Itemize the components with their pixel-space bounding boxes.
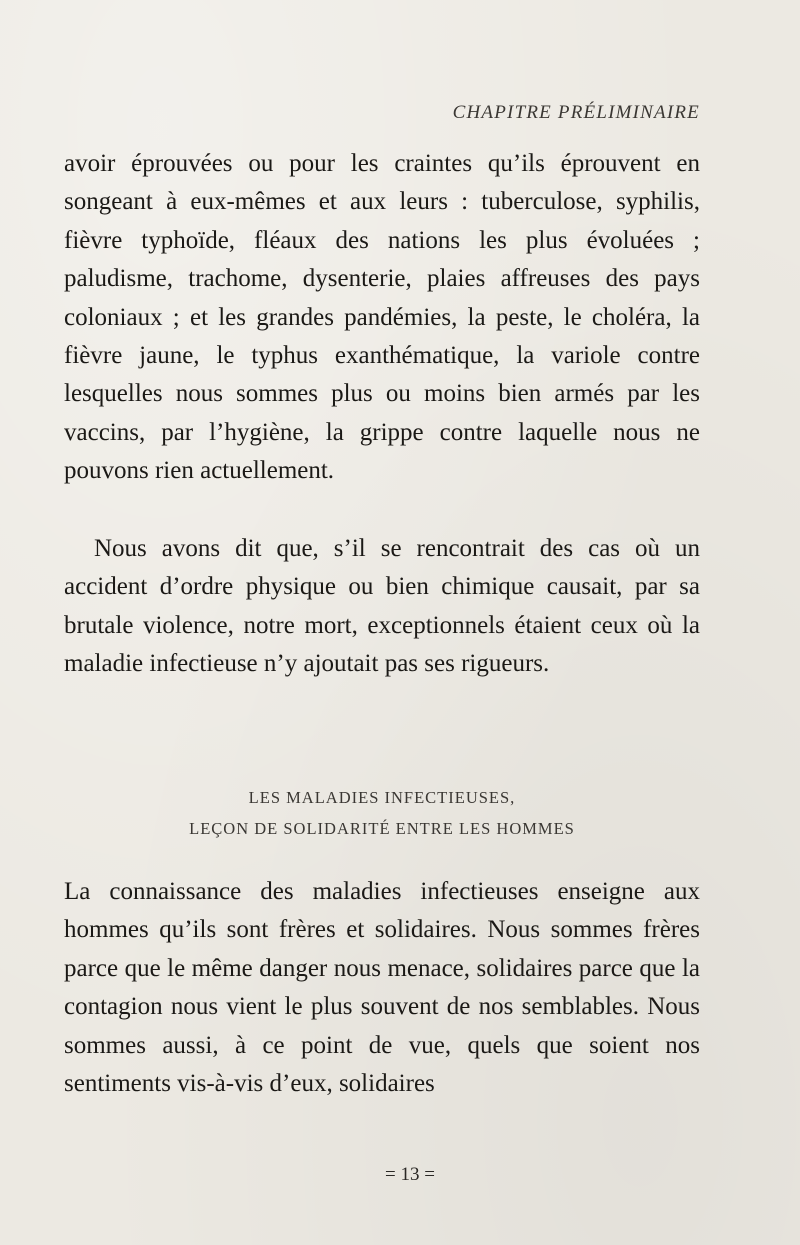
section-heading-line-2: LEÇON DE SOLIDARITÉ ENTRE LES HOMMES [189,819,575,838]
page-number: = 13 = [385,1164,435,1185]
running-head: CHAPITRE PRÉLIMINAIRE [452,102,700,123]
section-heading-line-1: LES MALADIES INFECTIEUSES, [248,788,516,807]
section-heading [64,782,700,844]
paragraph-solidarity: La connaissance des maladies infectieuses enseigne aux hommes qu’ils sont frères et solidaires. Nous sommes frères parce que le même danger nous menace, solidaires parce que la contagion nous vient le plus souvent de nos semblables. Nous sommes aussi, à ce point de vue, quels que soient nos sentiments vis-à-vis d’eux, solidaires [64,878,700,1098]
paragraph-continuation: avoir éprouvées ou pour les craintes qu’ils éprouvent en songeant à eux-mêmes et aux leurs : tuberculose, syphilis, fièvre typhoïde, fléaux des nations les plus évoluées ; paludisme, trachome, dysenterie, plaies affreuses des pays coloniaux ; et les grandes pandémies, la peste, le choléra, la fièvre jaune, le typhus exanthématique, la variole contre lesquelles nous sommes plus ou moins bien armés par les vaccins, par l’hygiène, la grippe contre laquelle nous ne pouvons rien actuellement. [64,150,700,485]
paragraph-accident: Nous avons dit que, s’il se rencontrait des cas où un accident d’ordre physique ou bien chimique causait, par sa brutale violence, notre mort, exceptionnels étaient ceux où la maladie infectieuse n’y ajoutait pas ses rigueurs. [64,535,700,678]
